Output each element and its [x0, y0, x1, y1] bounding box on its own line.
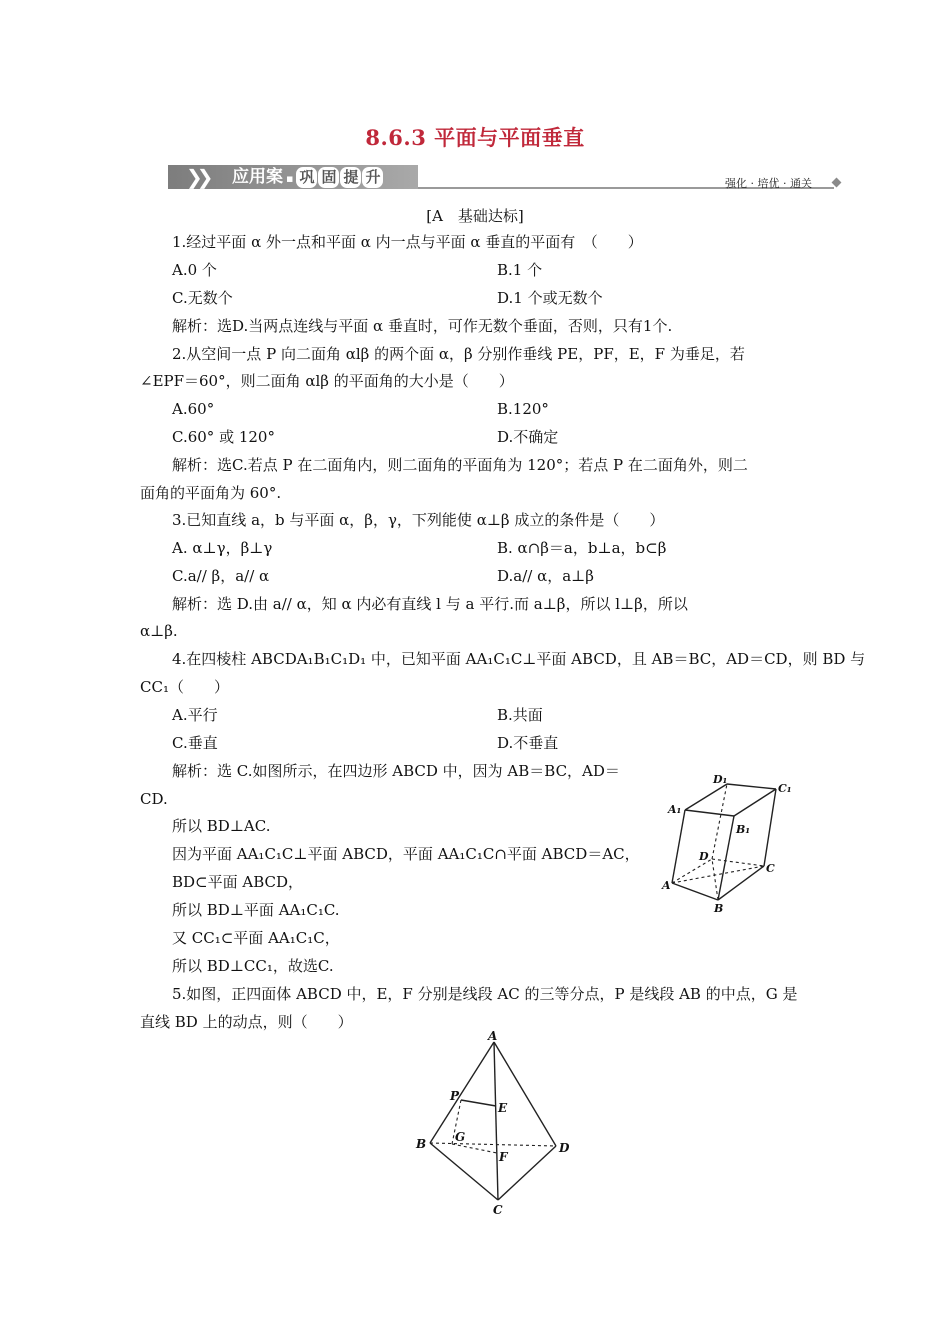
label-c: C: [493, 1203, 503, 1217]
edge-d1c1: [727, 784, 776, 789]
q2-option-b: B.120°: [497, 400, 549, 418]
label-d: D: [559, 1141, 570, 1155]
edge-ab: [672, 883, 718, 900]
label-g: G: [455, 1130, 466, 1144]
edge-dc: [712, 859, 764, 866]
q4-step: 所以 BD⊥CC₁，故选C.: [172, 957, 334, 975]
q3-option-a: A. α⊥γ，β⊥γ: [172, 539, 273, 557]
q3-analysis-line2: α⊥β.: [140, 622, 178, 640]
edge-ad: [494, 1042, 556, 1146]
label-f: F: [499, 1150, 508, 1164]
q3-option-c: C.a// β，a// α: [172, 567, 270, 585]
q1-option-d: D.1 个或无数个: [497, 289, 603, 307]
page-title: 8.6.3 平面与平面垂直: [365, 125, 585, 150]
q2-option-c: C.60° 或 120°: [172, 428, 275, 446]
banner-subtitle: 强化 · 培优 · 通关: [725, 177, 812, 190]
q4-stem-line2: CC₁（ ）: [140, 678, 229, 696]
label-p: P: [450, 1089, 460, 1103]
q1-option-a: A.0 个: [172, 261, 217, 279]
diagonal-ac: [672, 866, 764, 883]
edge-aa1: [672, 810, 685, 883]
q2-stem-line1: 2.从空间一点 P 向二面角 αlβ 的两个面 α，β 分别作垂线 PE，PF，E，F 为垂足，若: [172, 345, 745, 363]
edge-bc: [718, 866, 764, 900]
banner-label: 应用案: [232, 167, 283, 187]
tetrahedron-figure: [410, 1030, 580, 1220]
label-c1: C₁: [778, 782, 792, 795]
q1-option-c: C.无数个: [172, 289, 233, 307]
edge-bd: [430, 1143, 556, 1146]
q2-analysis-line2: 面角的平面角为 60°.: [140, 484, 282, 502]
banner-dot: ▪: [286, 172, 294, 185]
edge-bb1: [718, 816, 734, 900]
banner-char: 升: [362, 167, 383, 188]
q4-analysis-line1: 解析：选 C.如图所示，在四边形 ABCD 中，因为 AB＝BC，AD＝: [172, 762, 620, 780]
q4-step: 又 CC₁⊂平面 AA₁C₁C，: [172, 929, 340, 947]
label-a: A: [488, 1030, 498, 1043]
q4-step: 所以 BD⊥平面 AA₁C₁C.: [172, 901, 340, 919]
q4-step: BD⊂平面 ABCD，: [172, 873, 304, 891]
q2-option-d: D.不确定: [497, 428, 559, 446]
edge-c1b1: [734, 789, 776, 816]
q5-stem-line1: 5.如图，正四面体 ABCD 中，E，F 分别是线段 AC 的三等分点，P 是线段 AB 的中点，G 是: [172, 985, 798, 1003]
diamond-icon: [832, 178, 842, 188]
q3-option-b: B. α∩β＝a，b⊥a，b⊂β: [497, 539, 667, 557]
edge-b1a1: [685, 810, 734, 816]
edge-cc1: [764, 789, 776, 866]
label-a: A: [662, 879, 671, 892]
chevron-right-icon: ❯❯: [186, 165, 208, 189]
label-c: C: [766, 862, 775, 875]
edge-ab: [430, 1042, 494, 1143]
section-heading: [A 基础达标]: [426, 207, 524, 225]
banner-char: 提: [340, 167, 361, 188]
banner-char: 固: [318, 167, 339, 188]
q2-analysis-line1: 解析：选C.若点 P 在二面角内，则二面角的平面角为 120°；若点 P 在二面角外，则二: [172, 456, 748, 474]
q1-analysis: 解析：选D.当两点连线与平面 α 垂直时，可作无数个垂面，否则，只有1个.: [172, 317, 673, 335]
section-banner: [168, 163, 840, 193]
q4-step: 所以 BD⊥AC.: [172, 817, 271, 835]
segment-gf: [452, 1144, 497, 1153]
diagonal-bd: [712, 859, 718, 900]
banner-title: [232, 165, 384, 191]
label-b: B: [714, 902, 724, 915]
q4-option-d: D.不垂直: [497, 734, 559, 752]
q4-option-b: B.共面: [497, 706, 543, 724]
label-e: E: [498, 1101, 508, 1115]
label-d1: D₁: [713, 773, 728, 786]
q3-stem: 3.已知直线 a，b 与平面 α，β，γ，下列能使 α⊥β 成立的条件是（ ）: [172, 511, 665, 529]
segment-pe: [461, 1100, 496, 1106]
banner-char: 巩: [296, 167, 317, 188]
edge-dd1: [712, 784, 727, 859]
label-a1: A₁: [668, 803, 682, 816]
label-b: B: [416, 1137, 427, 1151]
q1-option-b: B.1 个: [497, 261, 543, 279]
q4-analysis-line2: CD.: [140, 790, 168, 808]
q4-step: 因为平面 AA₁C₁C⊥平面 ABCD，平面 AA₁C₁C∩平面 ABCD＝AC，: [172, 845, 640, 863]
edge-a1d1: [685, 784, 727, 810]
q5-stem-line2: 直线 BD 上的动点，则（ ）: [140, 1013, 353, 1031]
label-d: D: [699, 850, 709, 863]
label-b1: B₁: [736, 823, 751, 836]
q4-stem-line1: 4.在四棱柱 ABCDA₁B₁C₁D₁ 中，已知平面 AA₁C₁C⊥平面 ABCD，且 AB＝BC，AD＝CD，则 BD 与: [172, 650, 866, 668]
edge-ac: [494, 1042, 498, 1200]
q2-option-a: A.60°: [172, 400, 215, 418]
q3-analysis-line1: 解析：选 D.由 a// α，知 α 内必有直线 l 与 a 平行.而 a⊥β，所以 l⊥β，所以: [172, 595, 688, 613]
q1-stem: 1.经过平面 α 外一点和平面 α 内一点与平面 α 垂直的平面有 （ ）: [172, 233, 643, 251]
q4-option-a: A.平行: [172, 706, 218, 724]
q3-option-d: D.a// α，a⊥β: [497, 567, 594, 585]
q2-stem-line2: ∠EPF＝60°，则二面角 αlβ 的平面角的大小是（ ）: [140, 372, 514, 390]
q4-option-c: C.垂直: [172, 734, 218, 752]
prism-figure: [660, 768, 800, 918]
